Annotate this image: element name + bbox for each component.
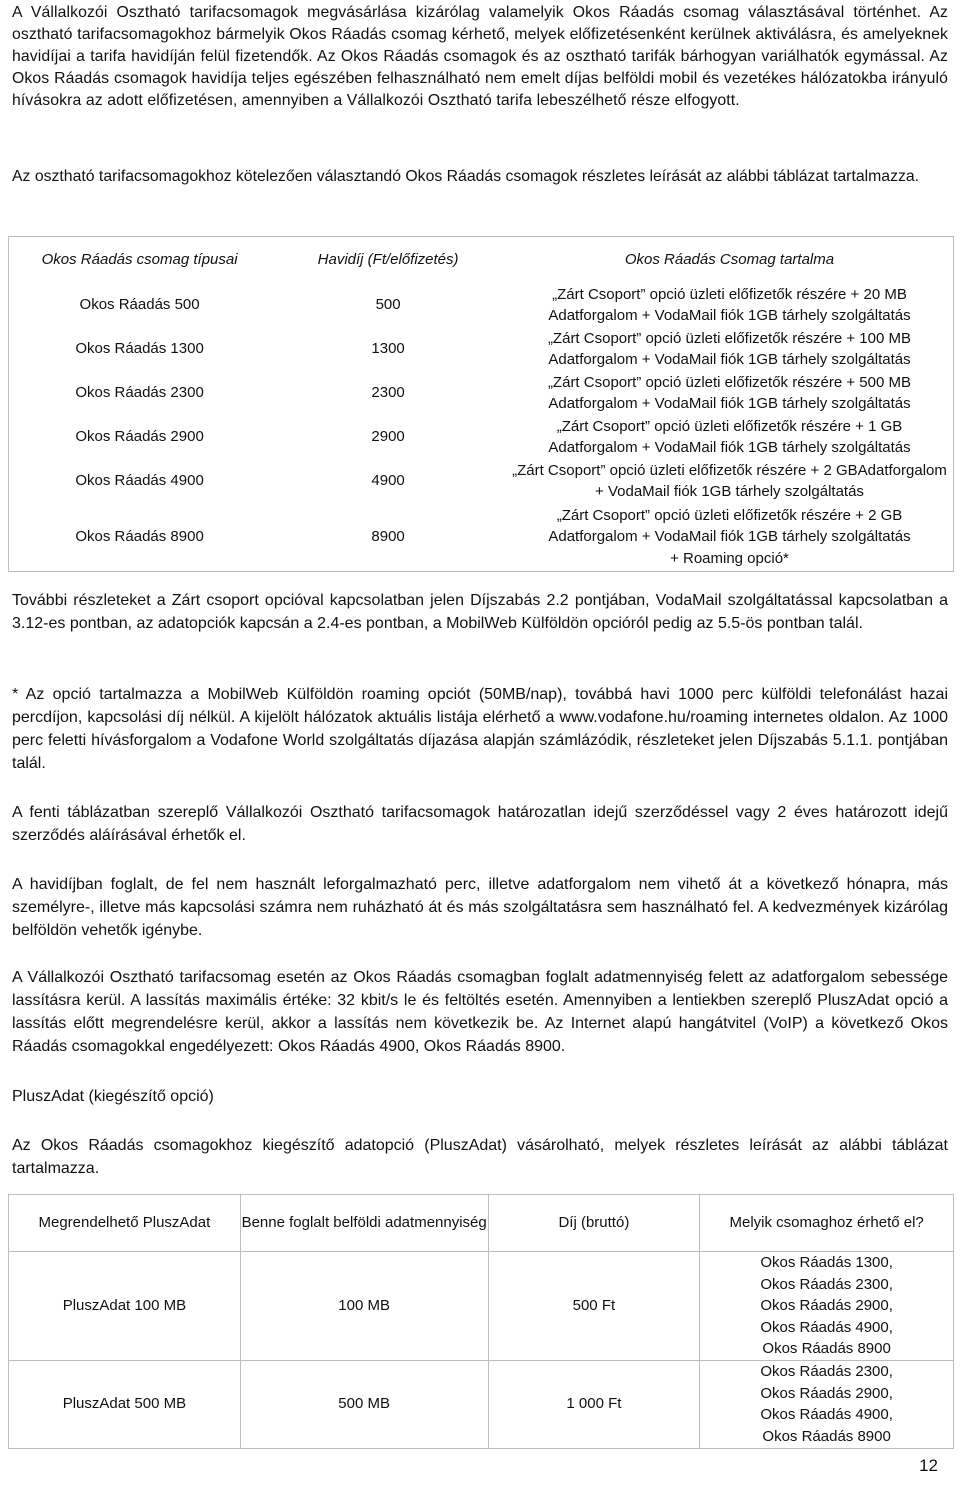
package-line: Okos Ráadás 8900	[762, 1427, 891, 1445]
content-line: „Zárt Csoport” opció üzleti előfizetők részére + 100 MB	[547, 329, 912, 347]
package-content	[506, 459, 954, 503]
package-fee: 2900	[371, 428, 405, 446]
package-line: Okos Ráadás 2900,	[760, 1297, 893, 1314]
content-line: Adatforgalom + VodaMail fiók 1GB tárhely szolgáltatás	[548, 351, 911, 368]
table-row	[9, 459, 954, 503]
package-content	[506, 283, 954, 327]
table-row	[9, 415, 954, 459]
table-row	[9, 371, 954, 415]
column-header: Okos Ráadás csomag típusai	[41, 251, 238, 269]
table-row	[9, 1360, 954, 1448]
pluszadat-amount: 100 MB	[240, 1252, 488, 1361]
table-row	[9, 503, 954, 571]
package-line: Okos Ráadás 4900,	[760, 1406, 893, 1423]
package-line: Okos Ráadás 1300,	[760, 1254, 893, 1271]
unused-allowance-paragraph: A havidíjban foglalt, de fel nem használt leforgalmazható perc, illetve adatforgalom nem vihető át a következő hónapra, más személyre-, illetve más kapcsolási számra nem ruházható át és más szolgáltatásra sem használható fel. A kedvezmények kizárólag belföldön vehetők igénybe.	[12, 876, 948, 939]
section-heading: PluszAdat (kiegészítő opció)	[12, 1088, 214, 1105]
content-line: Adatforgalom + VodaMail fiók 1GB tárhely szolgáltatás	[548, 395, 911, 412]
content-line: Adatforgalom + VodaMail fiók 1GB tárhely szolgáltatás	[548, 439, 911, 456]
content-line: „Zárt Csoport” opció üzleti előfizetők részére + 2 GBAdatforgalom	[512, 461, 947, 479]
column-header: Benne foglalt belföldi adatmennyiség	[240, 1195, 488, 1252]
package-line: Okos Ráadás 4900,	[760, 1318, 893, 1336]
column-header: Melyik csomaghoz érhető el?	[700, 1195, 954, 1252]
page-number: 12	[919, 1456, 938, 1475]
content-line: Adatforgalom + VodaMail fiók 1GB tárhely szolgáltatás	[548, 528, 911, 545]
column-header: Díj (bruttó)	[488, 1195, 700, 1252]
pluszadat-packages	[700, 1252, 954, 1361]
table-row	[9, 327, 954, 371]
package-name: Okos Ráadás 2300	[75, 384, 204, 402]
package-fee: 500	[375, 296, 401, 314]
footnote-paragraph: * Az opció tartalmazza a MobilWeb Külföldön roaming opciót (50MB/nap), továbbá havi 1000 perc külföldi telefonálást hazai percdíjon, kapcsolási díj nélkül. A kijelölt hálózatok aktuális listája elérhető a www.vodafone.hu/roaming internetes oldalon. Az 1000 perc feletti hívásforgalom a Vodafone World szolgáltatás díjazása alapján számlázódik, részleteket jelen Díjszabás 5.1.1. pontjában talál.	[12, 686, 948, 772]
pluszadat-fee: 1 000 Ft	[488, 1360, 700, 1448]
table-header-row	[9, 237, 954, 284]
table-header-row	[9, 1195, 954, 1252]
throttling-paragraph: A Vállalkozói Osztható tarifacsomag esetén az Okos Ráadás csomagban foglalt adatmennyiség felett az adatforgalom sebessége lassításra kerül. A lassítás maximális értéke: 32 kbit/s le és feltöltés esetén. Amennyiben a lentiekben szereplő PluszAdat opció a lassítás előtt megrendelésre kerül, akkor a lassítás nem következik be. Az Internet alapú hangátvitel (VoIP) a következő Okos Ráadás csomagokkal engedélyezett: Okos Ráadás 4900, Okos Ráadás 8900.	[12, 969, 948, 1055]
package-line: Okos Ráadás 2300,	[760, 1275, 893, 1293]
okos-raadas-table	[8, 236, 954, 572]
details-paragraph: További részleteket a Zárt csoport opcióval kapcsolatban jelen Díjszabás 2.2 pontjában, VodaMail szolgáltatással kapcsolatban a 3.12-es pontban, az adatopciók kapcsán a 2.4-es pontban, a MobilWeb Külföldön opcióról pedig az 5.5-ös pontban talál.	[12, 592, 948, 632]
table-row	[9, 1252, 954, 1361]
package-name: Okos Ráadás 2900	[75, 428, 204, 446]
pluszadat-table	[8, 1194, 954, 1449]
package-line: Okos Ráadás 2900,	[760, 1384, 893, 1402]
package-content	[506, 327, 954, 371]
intro-paragraph: A Vállalkozói Osztható tarifacsomagok megvásárlása kizárólag valamelyik Okos Ráadás csomag választásával történhet. Az osztható tarifacsomagokhoz bármelyik Okos Ráadás csomag kérhető, melyek előfizetésenként kerülnek aktiválásra, és amelyeknek havidíjai a tarifa havidíján felül fizetendők. Az Okos Ráadás csomagok és az osztható tarifák bárhogyan variálhatók egymással. Az Okos Ráadás csomagok havidíja teljes egészében felhasználható nem emelt díjas belföldi mobil és vezetékes hálózatokba irányuló hívásokra az adott előfizetésen, amennyiben a Vállalkozói Osztható tarifa lebeszélhető része elfogyott.	[12, 4, 948, 109]
package-content	[506, 415, 954, 459]
pluszadat-name: PluszAdat 100 MB	[9, 1252, 241, 1361]
package-line: Okos Ráadás 8900	[762, 1340, 891, 1357]
pluszadat-amount: 500 MB	[240, 1360, 488, 1448]
pluszadat-fee: 500 Ft	[488, 1252, 700, 1361]
contract-paragraph: A fenti táblázatban szereplő Vállalkozói Osztható tarifacsomagok határozatlan idejű szerződéssel vagy 2 éves határozott idejű szerződés aláírásával érhetők el.	[12, 804, 948, 844]
package-content	[506, 503, 954, 571]
package-line: Okos Ráadás 2300,	[760, 1363, 893, 1380]
package-name: Okos Ráadás 8900	[75, 528, 204, 545]
package-fee: 2300	[371, 384, 405, 402]
package-fee: 4900	[371, 472, 405, 490]
column-header: Havidíj (Ft/előfizetés)	[317, 251, 459, 269]
content-line: + Roaming opció*	[670, 549, 789, 567]
pluszadat-packages	[700, 1360, 954, 1448]
package-name: Okos Ráadás 500	[79, 296, 200, 314]
package-name: Okos Ráadás 4900	[75, 472, 204, 490]
table-intro-paragraph: Az osztható tarifacsomagokhoz kötelezően választandó Okos Ráadás csomagok részletes leírását az alábbi táblázat tartalmazza.	[12, 168, 920, 185]
pluszadat-intro-paragraph: Az Okos Ráadás csomagokhoz kiegészítő adatopció (PluszAdat) vásárolható, melyek részletes leírását az alábbi táblázat tartalmazza.	[12, 1137, 948, 1177]
content-line: „Zárt Csoport” opció üzleti előfizetők részére + 2 GB	[556, 506, 903, 524]
content-line: Adatforgalom + VodaMail fiók 1GB tárhely szolgáltatás	[548, 307, 911, 324]
content-line: + VodaMail fiók 1GB tárhely szolgáltatás	[595, 483, 864, 500]
package-content	[506, 371, 954, 415]
package-name: Okos Ráadás 1300	[75, 340, 204, 358]
package-fee: 8900	[371, 528, 405, 545]
package-fee: 1300	[371, 340, 405, 358]
content-line: „Zárt Csoport” opció üzleti előfizetők részére + 20 MB	[552, 285, 907, 303]
table-row	[9, 283, 954, 327]
content-line: „Zárt Csoport” opció üzleti előfizetők részére + 500 MB	[547, 373, 912, 391]
content-line: „Zárt Csoport” opció üzleti előfizetők részére + 1 GB	[556, 417, 903, 435]
column-header: Megrendelhető PluszAdat	[9, 1195, 241, 1252]
pluszadat-name: PluszAdat 500 MB	[9, 1360, 241, 1448]
column-header: Okos Ráadás Csomag tartalma	[624, 251, 835, 269]
